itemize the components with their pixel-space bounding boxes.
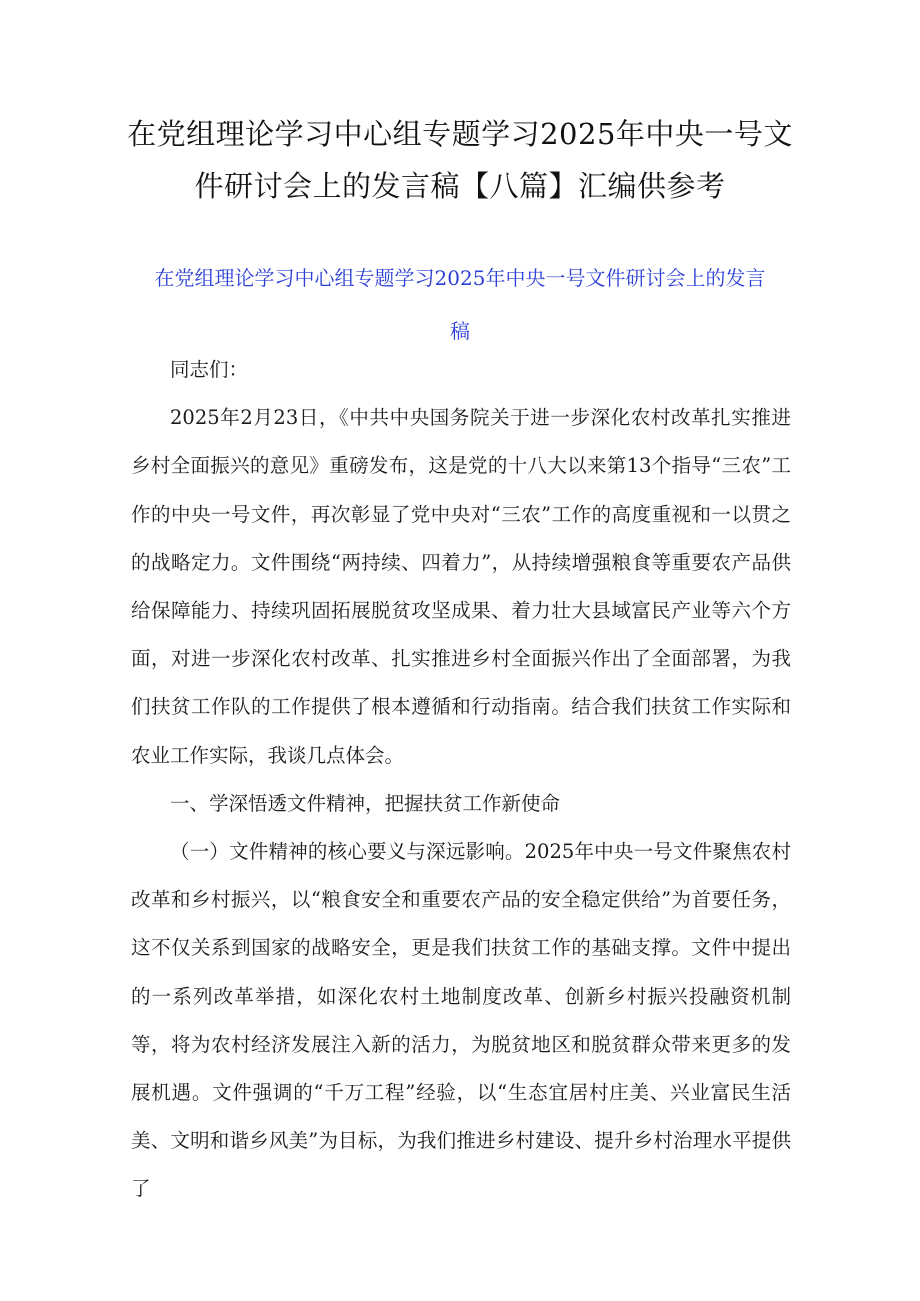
paragraph-part-one-sub-one: （一）文件精神的核心要义与深远影响。2025年中央一号文件聚焦农村改革和乡村振兴，以“粮食安全和重要农产品的安全稳定供给”为首要任务，这不仅关系到国家的战略安全，更是我们扶贫工作的基础支撑。文件中提出的一系列改革举措，如深化农村土地制度改革、创新乡村振兴投融资机制等，将为农村经济发展注入新的活力，为脱贫地区和脱贫群众带来更多的发展机遇。文件强调的“千万工程”经验，以“生态宜居村庄美、兴业富民生活美、文明和谐乡风美”为目标，为我们推进乡村建设、提升乡村治理水平提供了 — [131, 840, 791, 1201]
document-body — [131, 346, 791, 1214]
greeting: 同志们： — [170, 358, 249, 381]
heading-part-one: 一、学深悟透文件精神，把握扶贫工作新使命 — [170, 791, 561, 815]
section-title: 在党组理论学习中心组专题学习2025年中央一号文件研讨会上的发言稿 — [154, 266, 766, 343]
document-title: 在党组理论学习中心组专题学习2025年中央一号文件研讨会上的发言稿【八篇】汇编供参考 — [127, 117, 793, 203]
paragraph-intro: 2025年2月23日，《中共中央国务院关于进一步深化农村改革扎实推进乡村全面振兴的意见》重磅发布，这是党的十八大以来第13个指导“三农”工作的中央一号文件，再次彰显了党中央对“三农”工作的高度重视和一以贯之的战略定力。文件围绕“两持续、四着力”，从持续增强粮食等重要农产品供给保障能力、持续巩固拓展脱贫攻坚成果、着力壮大县域富民产业等六个方面，对进一步深化农村改革、扎实推进乡村全面振兴作出了全面部署，为我们扶贫工作队的工作提供了根本遵循和行动指南。结合我们扶贫工作实际和农业工作实际，我谈几点体会。 — [131, 406, 791, 767]
